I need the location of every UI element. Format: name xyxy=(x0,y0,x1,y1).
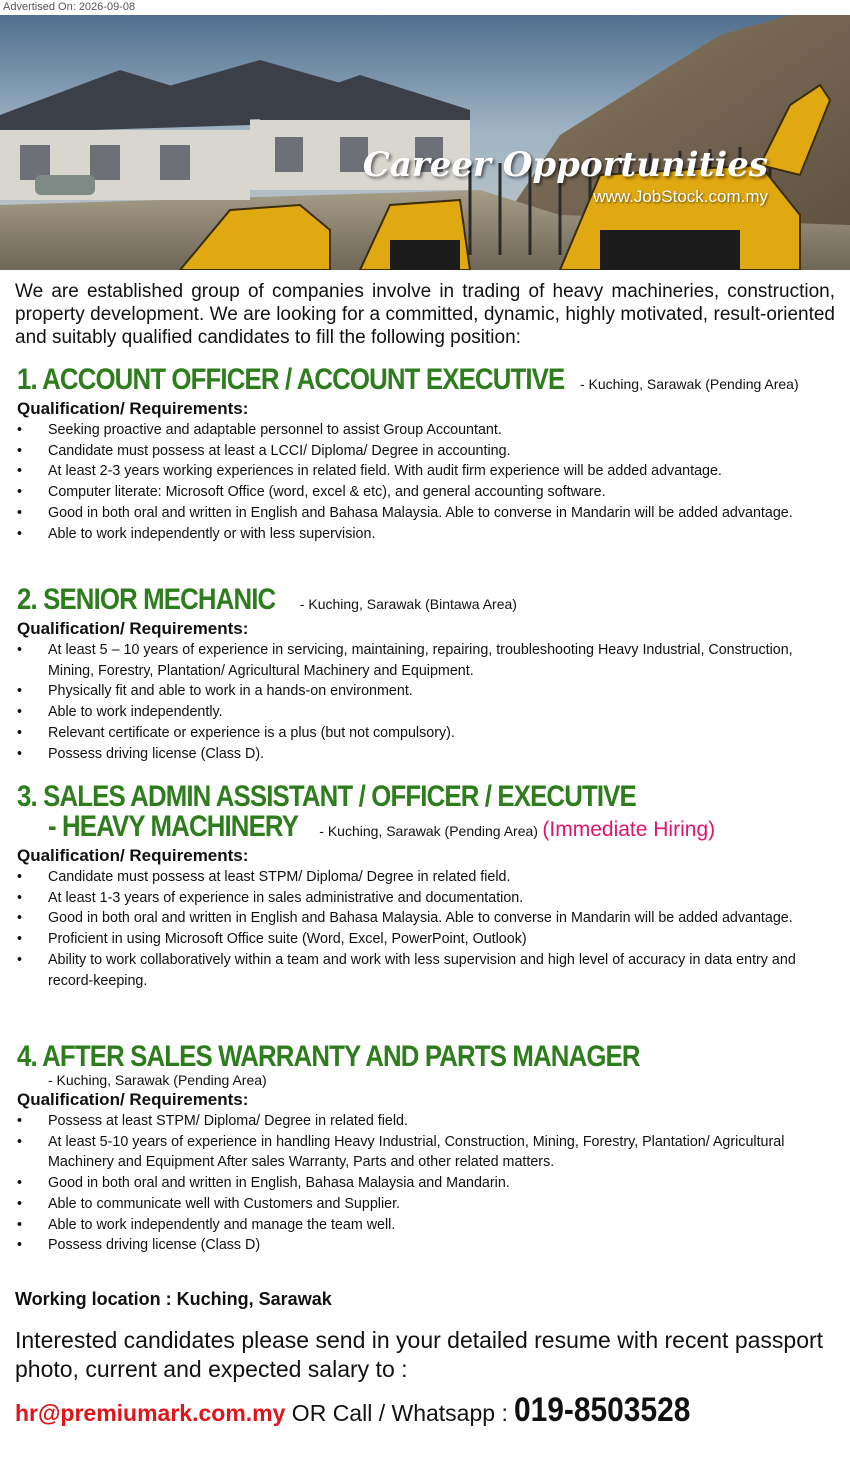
list-item: • Possess driving license (Class D). xyxy=(17,745,265,762)
job-location: - Kuching, Sarawak (Pending Area) xyxy=(319,823,538,839)
requirements-heading: Qualification/ Requirements: xyxy=(17,1090,249,1109)
job-header xyxy=(17,583,837,617)
list-item: • Candidate must possess at least a LCCI/ Diploma/ Degree in accounting. xyxy=(17,442,511,459)
immediate-hiring-badge: (Immediate Hiring) xyxy=(542,818,716,841)
list-item: • Seeking proactive and adaptable personnel to assist Group Accountant. xyxy=(17,422,502,438)
requirements-list xyxy=(17,867,837,991)
requirements-heading: Qualification/ Requirements: xyxy=(17,399,249,418)
list-item: • Able to work independently or with less supervision. xyxy=(17,525,376,542)
job-listing-senior-mechanic xyxy=(17,583,837,764)
banner-url: www.JobStock.com.my xyxy=(593,187,768,206)
banner-title: Career Opportunities xyxy=(362,145,768,185)
list-item: • Good in both oral and written in English and Bahasa Malaysia. Able to converse in Mandarin will be added advantage. xyxy=(17,504,793,521)
list-item: • Relevant certificate or experience is a plus (but not compulsory). xyxy=(17,724,455,741)
list-item: • At least 5 – 10 years of experience in servicing, maintaining, repairing, troubleshooting Heavy Industrial, Construction, Mining, Forestry, Plantation/ Agricultural Machinery and Equipment. xyxy=(17,642,793,679)
job-location: - Kuching, Sarawak (Pending Area) xyxy=(579,376,799,392)
contact-phone[interactable]: 019-8503528 xyxy=(514,1391,691,1429)
job-title: 2. SENIOR MECHANIC xyxy=(17,583,276,616)
job-header-line2 xyxy=(17,810,837,844)
list-item: • Good in both oral and written in English and Bahasa Malaysia. Able to converse in Mandarin will be added advantage. xyxy=(17,910,793,927)
job-listing-account-officer xyxy=(17,363,837,544)
list-item: • Able to work independently. xyxy=(17,704,223,721)
job-title: 1. ACCOUNT OFFICER / ACCOUNT EXECUTIVE xyxy=(17,363,565,396)
list-item: • Able to communicate well with Customers and Supplier. xyxy=(17,1195,401,1212)
application-instructions: Interested candidates please send in your detailed resume with recent passport photo, current and expected salary to : xyxy=(15,1327,824,1382)
job-title: 3. SALES ADMIN ASSISTANT / OFFICER / EXECUTIVE xyxy=(17,780,636,813)
list-item: • Good in both oral and written in English, Bahasa Malaysia and Mandarin. xyxy=(17,1175,510,1192)
hero-banner xyxy=(0,15,850,270)
list-item: • Physically fit and able to work in a hands-on environment. xyxy=(17,683,413,700)
job-header xyxy=(17,1040,837,1074)
list-item: • Candidate must possess at least STPM/ Diploma/ Degree in related field. xyxy=(17,869,511,885)
job-header xyxy=(17,780,837,814)
requirements-list xyxy=(17,420,837,544)
requirements-heading: Qualification/ Requirements: xyxy=(17,619,249,638)
intro-paragraph: We are established group of companies involve in trading of heavy machineries, construction, property development. We are looking for a committed, dynamic, highly motivated, result-oriented and suitably qualified candidates to fill the following position: xyxy=(15,281,835,348)
list-item: • Computer literate: Microsoft Office (word, excel & etc), and general accounting software. xyxy=(17,484,606,501)
list-item: • At least 2-3 years working experiences in related field. With audit firm experience will be added advantage. xyxy=(17,463,722,480)
construction-scene-illustration xyxy=(0,15,850,270)
requirements-list xyxy=(17,640,837,764)
contact-or-call: OR Call / Whatsapp : xyxy=(285,1400,515,1426)
contact-email-link[interactable]: hr@premiumark.com.my xyxy=(15,1400,286,1426)
requirements-heading: Qualification/ Requirements: xyxy=(17,846,249,865)
contact-line xyxy=(15,1391,715,1430)
job-location: - Kuching, Sarawak (Bintawa Area) xyxy=(299,596,517,612)
job-location: - Kuching, Sarawak (Pending Area) xyxy=(48,1072,267,1088)
list-item: • Proficient in using Microsoft Office suite (Word, Excel, PowerPoint, Outlook) xyxy=(17,931,527,948)
list-item: • Ability to work collaboratively within a team and work with less supervision and high level of accuracy in data entry and record-keeping. xyxy=(17,951,796,989)
list-item: • Able to work independently and manage the team well. xyxy=(17,1216,396,1233)
job-title-line2: - HEAVY MACHINERY xyxy=(48,810,299,843)
job-listing-after-sales-manager xyxy=(17,1040,837,1256)
working-location: Working location : Kuching, Sarawak xyxy=(15,1289,332,1309)
job-header xyxy=(17,363,837,397)
list-item: • Possess at least STPM/ Diploma/ Degree in related field. xyxy=(17,1113,408,1129)
job-title: 4. AFTER SALES WARRANTY AND PARTS MANAGER xyxy=(17,1040,640,1073)
advertised-date: Advertised On: 2026-09-08 xyxy=(0,0,850,15)
job-listing-sales-admin xyxy=(17,780,837,991)
list-item: • At least 5-10 years of experience in handling Heavy Industrial, Construction, Mining, Forestry, Plantation/ Agricultural Machinery and Equipment After sales Warranty, Parts and other related matters. xyxy=(17,1133,785,1171)
requirements-list xyxy=(17,1111,837,1256)
list-item: • At least 1-3 years of experience in sales administrative and documentation. xyxy=(17,889,524,906)
list-item: • Possess driving license (Class D) xyxy=(17,1237,261,1254)
